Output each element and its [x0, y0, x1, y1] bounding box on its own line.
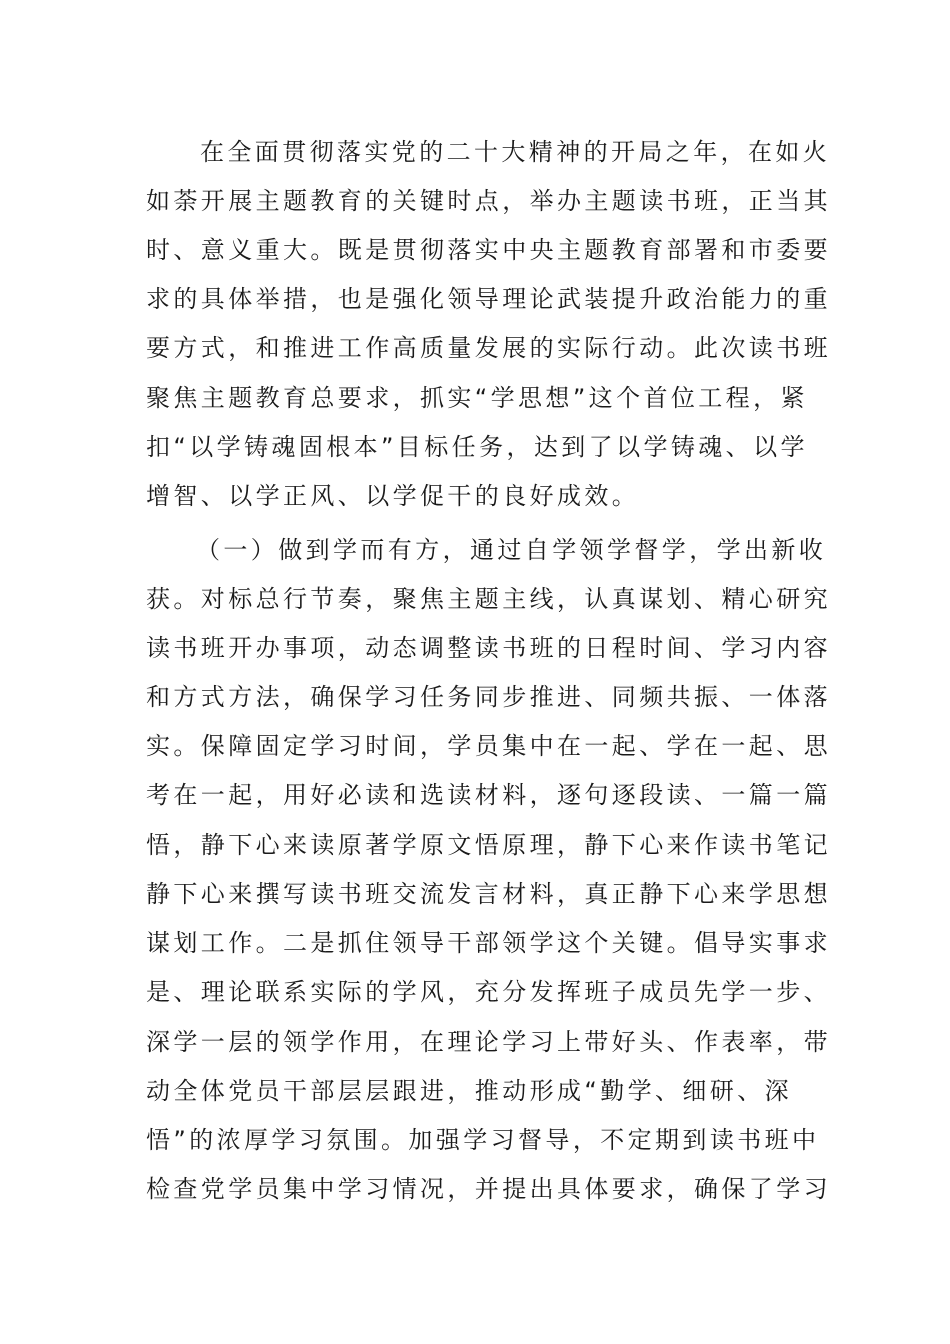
paragraph-1-line-7: 扣“以学铸魂固根本”目标任务，达到了以学铸魂、以学 — [146, 433, 808, 461]
paragraph-2-line-5: 实。保障固定学习时间，学员集中在一起、学在一起、思 — [146, 732, 831, 760]
paragraph-1-line-3: 时、意义重大。既是贯彻落实中央主题教育部署和市委要 — [146, 236, 831, 264]
paragraph-1-line-2: 如荼开展主题教育的关键时点，举办主题读书班，正当其 — [146, 187, 831, 215]
paragraph-2-line-12: 动全体党员干部层层跟进，推动形成“勤学、细研、深 — [146, 1077, 793, 1105]
paragraph-2-line-1: （一）做到学而有方，通过自学领学督学，学出新收 — [196, 536, 827, 564]
paragraph-2-line-7: 悟，静下心来读原著学原文悟原理，静下心来作读书笔记 — [146, 831, 831, 859]
paragraph-2-line-6: 考在一起，用好必读和选读材料，逐句逐段读、一篇一篇 — [146, 781, 831, 809]
paragraph-2-line-9: 谋划工作。二是抓住领导干部领学这个关键。倡导实事求 — [146, 929, 831, 957]
paragraph-2-line-11: 深学一层的领学作用，在理论学习上带好头、作表率，带 — [146, 1028, 831, 1056]
paragraph-1-line-6: 聚焦主题教育总要求，抓实“学思想”这个首位工程，紧 — [146, 384, 808, 412]
paragraph-2-line-3: 读书班开办事项，动态调整读书班的日程时间、学习内容 — [146, 634, 831, 662]
paragraph-2-line-8: 静下心来撰写读书班交流发言材料，真正静下心来学思想 — [146, 880, 831, 908]
paragraph-1-line-5: 要方式，和推进工作高质量发展的实际行动。此次读书班 — [146, 334, 831, 362]
paragraph-2-line-13: 悟”的浓厚学习氛围。加强学习督导，不定期到读书班中 — [146, 1126, 820, 1154]
paragraph-2-line-4: 和方式方法，确保学习任务同步推进、同频共振、一体落 — [146, 683, 831, 711]
paragraph-2-line-10: 是、理论联系实际的学风，充分发挥班子成员先学一步、 — [146, 978, 831, 1006]
paragraph-1-line-1: 在全面贯彻落实党的二十大精神的开局之年，在如火 — [200, 138, 831, 166]
paragraph-2-line-2: 获。对标总行节奏，聚焦主题主线，认真谋划、精心研究 — [146, 585, 831, 613]
paragraph-1-line-4: 求的具体举措，也是强化领导理论武装提升政治能力的重 — [146, 285, 831, 313]
paragraph-2-line-14: 检查党学员集中学习情况，并提出具体要求，确保了学习 — [146, 1175, 831, 1203]
paragraph-1-line-8: 增智、以学正风、以学促干的良好成效。 — [146, 482, 640, 510]
